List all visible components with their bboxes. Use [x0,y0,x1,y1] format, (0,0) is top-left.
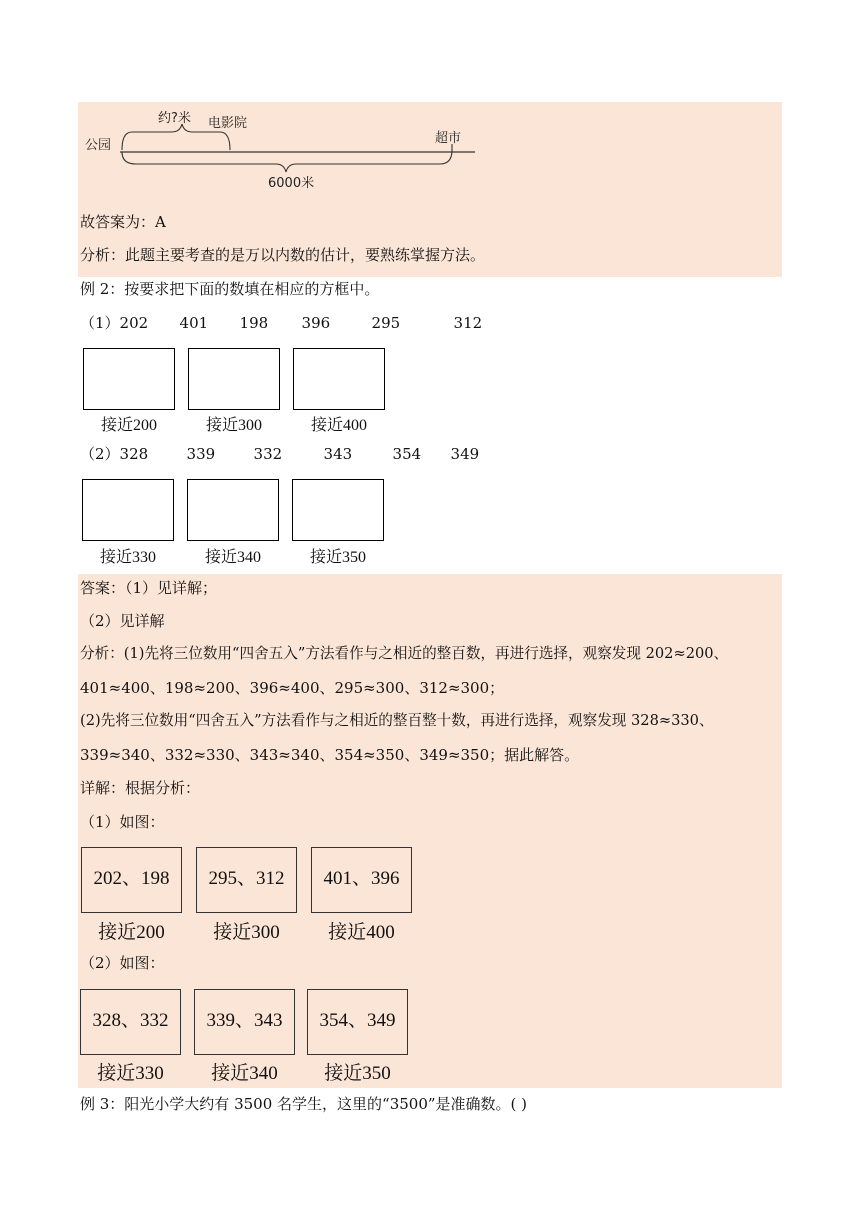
filled-box: 202、198 [81,847,182,913]
empty-box [188,348,280,410]
box-label: 接近200 [100,417,157,434]
number: 332 [253,445,283,463]
figure-2-caption: （2）如图： [80,954,165,972]
box-label: 接近400 [310,417,367,434]
box-label: 接近200 [98,922,165,943]
example-3-question: 例 3：阳光小学大约有 3500 名学生，这里的“3500”是准确数。( ) [80,1095,528,1113]
number: 295 [371,314,401,332]
box-label: 接近300 [205,417,262,434]
answer-1: 答案：（1）见详解； [80,579,218,597]
analysis-1a: 分析：(1)先将三位数用“四舍五入”方法看作与之相近的整百数，再进行选择，观察发现 202≈200、 [80,645,729,662]
box-label: 接近400 [328,922,395,943]
analysis-text: 分析：此题主要考查的是万以内数的估计，要熟练掌握方法。 [80,246,486,264]
number: 343 [323,445,353,463]
answer-text: 故答案为：A [80,213,166,231]
number: 354 [392,445,422,463]
empty-box [293,348,385,410]
empty-box [82,479,174,541]
market-label: 超市 [435,131,462,146]
box-label: 接近340 [204,549,261,566]
number: 312 [453,314,483,332]
part2-numbers [80,444,479,464]
box-label: 接近330 [99,549,156,566]
cinema-label: 电影院 [208,116,248,131]
filled-box: 354、349 [307,989,408,1055]
empty-box [83,348,175,410]
analysis-2a: (2)先将三位数用“四舍五入”方法看作与之相近的整百整十数，再进行选择，观察发现 328≈330、 [80,712,714,729]
box-label: 接近350 [309,549,366,566]
number: 349 [450,445,480,463]
box-label: 接近300 [213,922,280,943]
number: 202 [119,314,149,332]
box-label: 接近350 [324,1063,391,1084]
part1-numbers [80,313,482,333]
filled-box: 401、396 [311,847,412,913]
number: 401 [179,314,209,332]
example-2-question: 例 2：按要求把下面的数填在相应的方框中。 [80,280,380,298]
approx-label: 约?米 [158,111,191,126]
empty-box [187,479,279,541]
answer-2: （2）见详解 [80,612,165,630]
number: 396 [301,314,331,332]
filled-box: 328、332 [80,989,181,1055]
part1-prefix: （1） [80,314,120,332]
filled-box: 295、312 [196,847,297,913]
detail-text: 详解：根据分析： [80,779,201,797]
filled-box: 339、343 [194,989,295,1055]
total-label: 6000米 [268,176,315,191]
number: 198 [239,314,269,332]
box-label: 接近330 [97,1063,164,1084]
analysis-1b: 401≈400、198≈200、396≈400、295≈300、312≈300； [80,679,505,697]
analysis-2b: 339≈340、332≈330、343≈340、354≈350、349≈350；据此解答。 [80,746,580,764]
empty-box [292,479,384,541]
part2-prefix: （2） [80,445,120,463]
box-label: 接近340 [211,1063,278,1084]
number: 328 [119,445,149,463]
figure-1-caption: （1）如图： [80,813,165,831]
park-label: 公园 [85,138,112,153]
distance-diagram [80,104,490,196]
number: 339 [186,445,216,463]
